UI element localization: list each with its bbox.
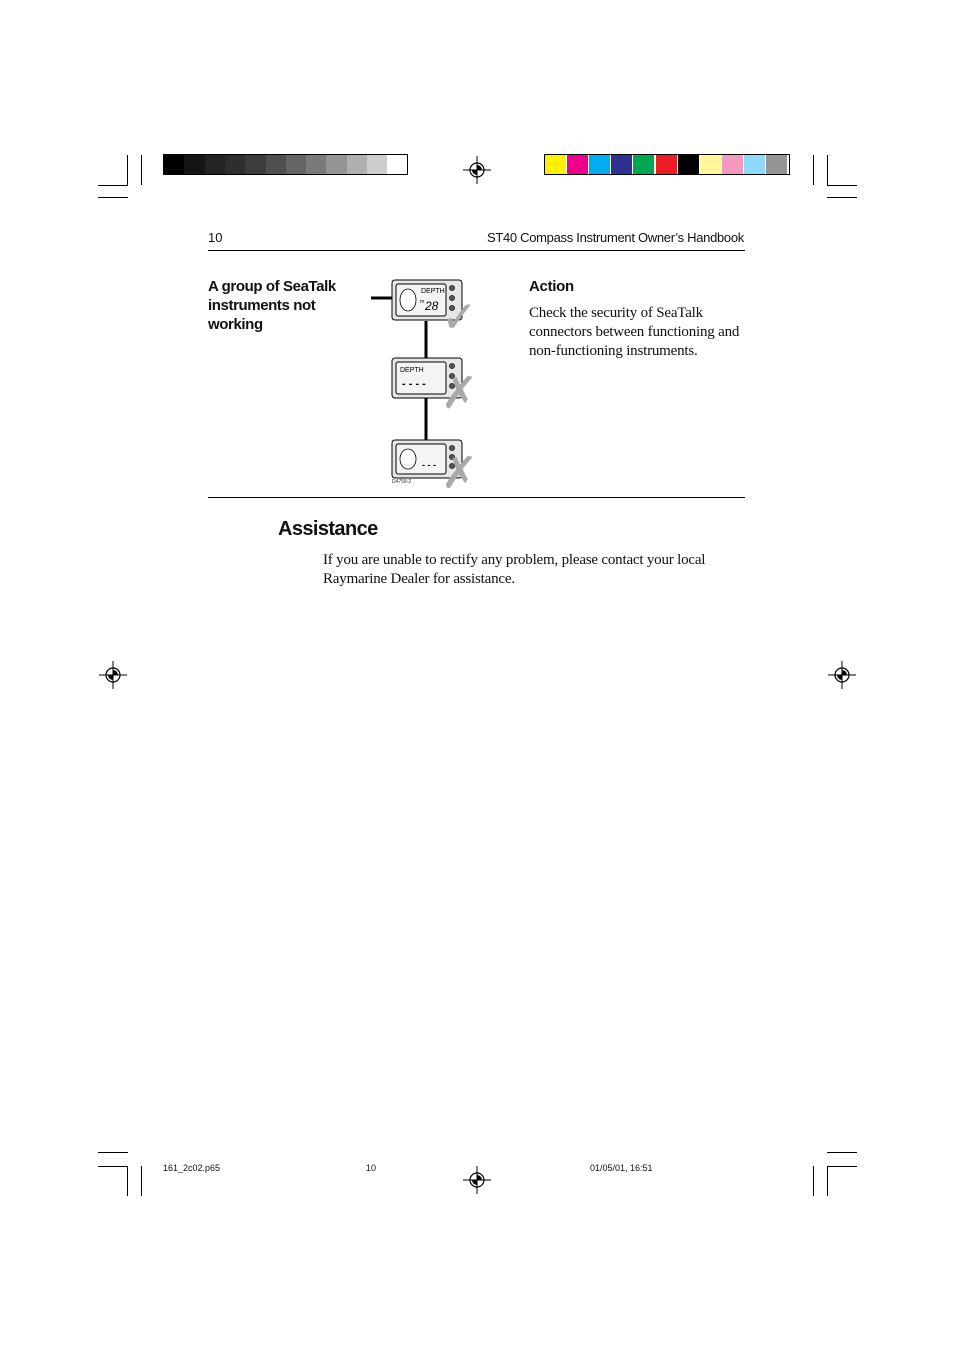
footer-datetime: 01/05/01, 16:51 <box>590 1163 653 1173</box>
registration-mark-icon <box>828 661 856 689</box>
cross-icon: ✗ <box>441 368 478 419</box>
figure-id: D4758-2 <box>392 479 412 485</box>
table-bottom-rule <box>208 497 745 498</box>
running-title: ST40 Compass Instrument Owner’s Handbook <box>486 230 744 245</box>
grayscale-bar-border <box>163 154 408 175</box>
check-icon: ✓ <box>441 292 478 343</box>
registration-mark-icon <box>463 1166 491 1194</box>
footer-page: 10 <box>366 1163 377 1173</box>
problem-title: A group of SeaTalk instruments not working <box>208 278 336 333</box>
action-text: Check the security of SeaTalk connectors between functioning and non-functioning instruments. <box>529 305 740 359</box>
display-2-value: - - - - <box>402 378 426 390</box>
header-rule <box>208 250 745 251</box>
display-1-unit: m <box>420 299 425 305</box>
seatalk-instruments-figure <box>370 276 485 488</box>
assistance-text: If you are unable to rectify any problem, please contact your local Raymarine Dealer for assistance. <box>323 552 706 587</box>
cross-icon: ✗ <box>441 448 478 488</box>
color-bar-border <box>544 154 790 175</box>
display-2-label: DEPTH <box>400 367 424 374</box>
section-heading: Assistance <box>278 518 378 540</box>
registration-mark-icon <box>99 661 127 689</box>
registration-mark-icon <box>463 156 491 184</box>
action-heading: Action <box>529 278 574 295</box>
footer-file: 161_2c02.p65 <box>163 1163 221 1173</box>
display-1-label: DEPTH <box>421 288 445 295</box>
display-3-value: - - - <box>422 460 436 470</box>
display-1-value: 28 <box>425 299 439 313</box>
page-number: 10 <box>208 230 223 245</box>
